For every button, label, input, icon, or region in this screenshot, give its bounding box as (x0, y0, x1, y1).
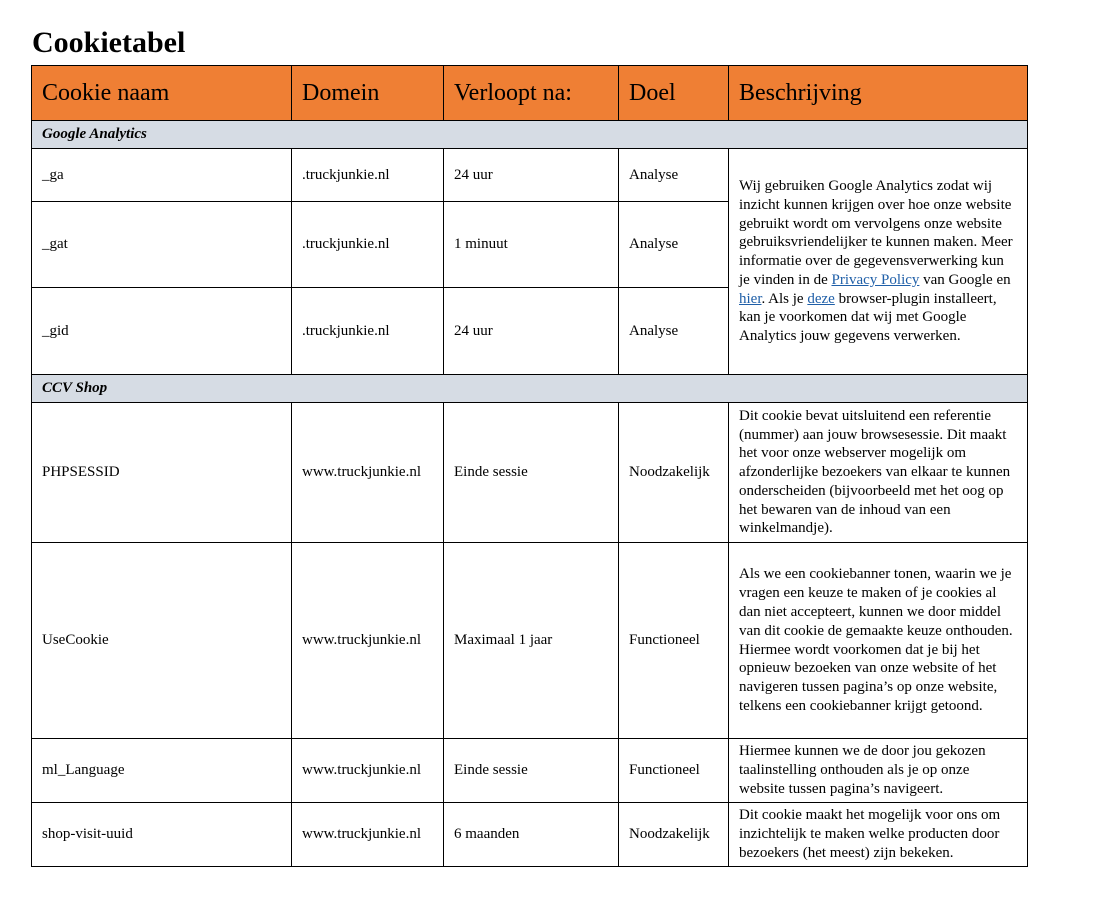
description-cell: Als we een cookiebanner tonen, waarin we je vragen een keuze te maken of je cookies al dan niet accepteert, kunnen we door middel van dit cookie de gemaakte keuze onthouden. Hiermee wordt voorkomen dat je bij het opnieuw bezoeken van onze website of het navigeren tussen pagina’s op onze website, telkens een cookiebanner krijgt getoond. (729, 543, 1028, 739)
group-row-ccv-shop (32, 375, 1028, 403)
description-text: . Als je (761, 290, 808, 307)
expires-cell: 1 minuut (444, 202, 619, 288)
table-row (32, 739, 1028, 803)
purpose-cell: Functioneel (619, 543, 729, 739)
deze-link[interactable]: deze (807, 290, 835, 307)
expires-cell: 24 uur (444, 288, 619, 375)
expires-cell: Maximaal 1 jaar (444, 543, 619, 739)
table-header-row (32, 66, 1028, 121)
domain-cell: www.truckjunkie.nl (292, 403, 444, 543)
cookie-name-cell: _gid (32, 288, 292, 375)
group-label: Google Analytics (32, 121, 1028, 149)
domain-cell: www.truckjunkie.nl (292, 543, 444, 739)
purpose-cell: Functioneel (619, 739, 729, 803)
domain-cell: .truckjunkie.nl (292, 202, 444, 288)
hier-link[interactable]: hier (739, 290, 762, 307)
group-row-google-analytics (32, 121, 1028, 149)
description-cell: Dit cookie bevat uitsluitend een referentie (nummer) aan jouw browsesessie. Dit maakt het voor onze webserver mogelijk om afzonderlijke bezoekers van elkaar te kunnen onderscheiden (bijvoorbeeld met het oog op het bewaren van de inhoud van een winkelmandje). (729, 403, 1028, 543)
cookie-name-cell: ml_Language (32, 739, 292, 803)
cookie-name-cell: PHPSESSID (32, 403, 292, 543)
domain-cell: .truckjunkie.nl (292, 288, 444, 375)
table-row (32, 149, 1028, 202)
description-text: van Google en (919, 271, 1011, 288)
table-row (32, 543, 1028, 739)
cookie-name-cell: shop-visit-uuid (32, 803, 292, 867)
column-header-doel: Doel (619, 66, 729, 121)
purpose-cell: Noodzakelijk (619, 803, 729, 867)
description-text: Wij gebruiken Google Analytics zodat wij inzicht kunnen krijgen over hoe onze website gebruikt wordt om vervolgens onze website gebruiksvriendelijker te kunnen maken. Meer informatie over de gegevensverwerking kun je vinden in de (739, 177, 1013, 288)
purpose-cell: Analyse (619, 202, 729, 288)
page-title: Cookietabel (32, 26, 186, 59)
expires-cell: Einde sessie (444, 739, 619, 803)
domain-cell: www.truckjunkie.nl (292, 803, 444, 867)
expires-cell: 24 uur (444, 149, 619, 202)
table-row (32, 403, 1028, 543)
expires-cell: Einde sessie (444, 403, 619, 543)
column-header-beschrijving: Beschrijving (729, 66, 1028, 121)
description-text: browser-plugin installeert, kan je voorkomen dat wij met Google Analytics jouw gegevens verwerken. (739, 290, 997, 345)
group-label: CCV Shop (32, 375, 1028, 403)
column-header-verloopt: Verloopt na: (444, 66, 619, 121)
domain-cell: www.truckjunkie.nl (292, 739, 444, 803)
purpose-cell: Analyse (619, 149, 729, 202)
cookie-name-cell: _gat (32, 202, 292, 288)
description-cell: Hiermee kunnen we de door jou gekozen taalinstelling onthouden als je op onze website tussen pagina’s navigeert. (729, 739, 1028, 803)
cookie-table (31, 65, 1028, 867)
description-cell (729, 149, 1028, 375)
purpose-cell: Noodzakelijk (619, 403, 729, 543)
expires-cell: 6 maanden (444, 803, 619, 867)
domain-cell: .truckjunkie.nl (292, 149, 444, 202)
privacy-policy-link[interactable]: Privacy Policy (831, 271, 920, 288)
purpose-cell: Analyse (619, 288, 729, 375)
description-cell: Dit cookie maakt het mogelijk voor ons om inzichtelijk te maken welke producten door bezoekers (het meest) zijn bekeken. (729, 803, 1028, 867)
cookie-name-cell: UseCookie (32, 543, 292, 739)
table-row (32, 803, 1028, 867)
column-header-domein: Domein (292, 66, 444, 121)
column-header-cookie-naam: Cookie naam (32, 66, 292, 121)
cookie-name-cell: _ga (32, 149, 292, 202)
